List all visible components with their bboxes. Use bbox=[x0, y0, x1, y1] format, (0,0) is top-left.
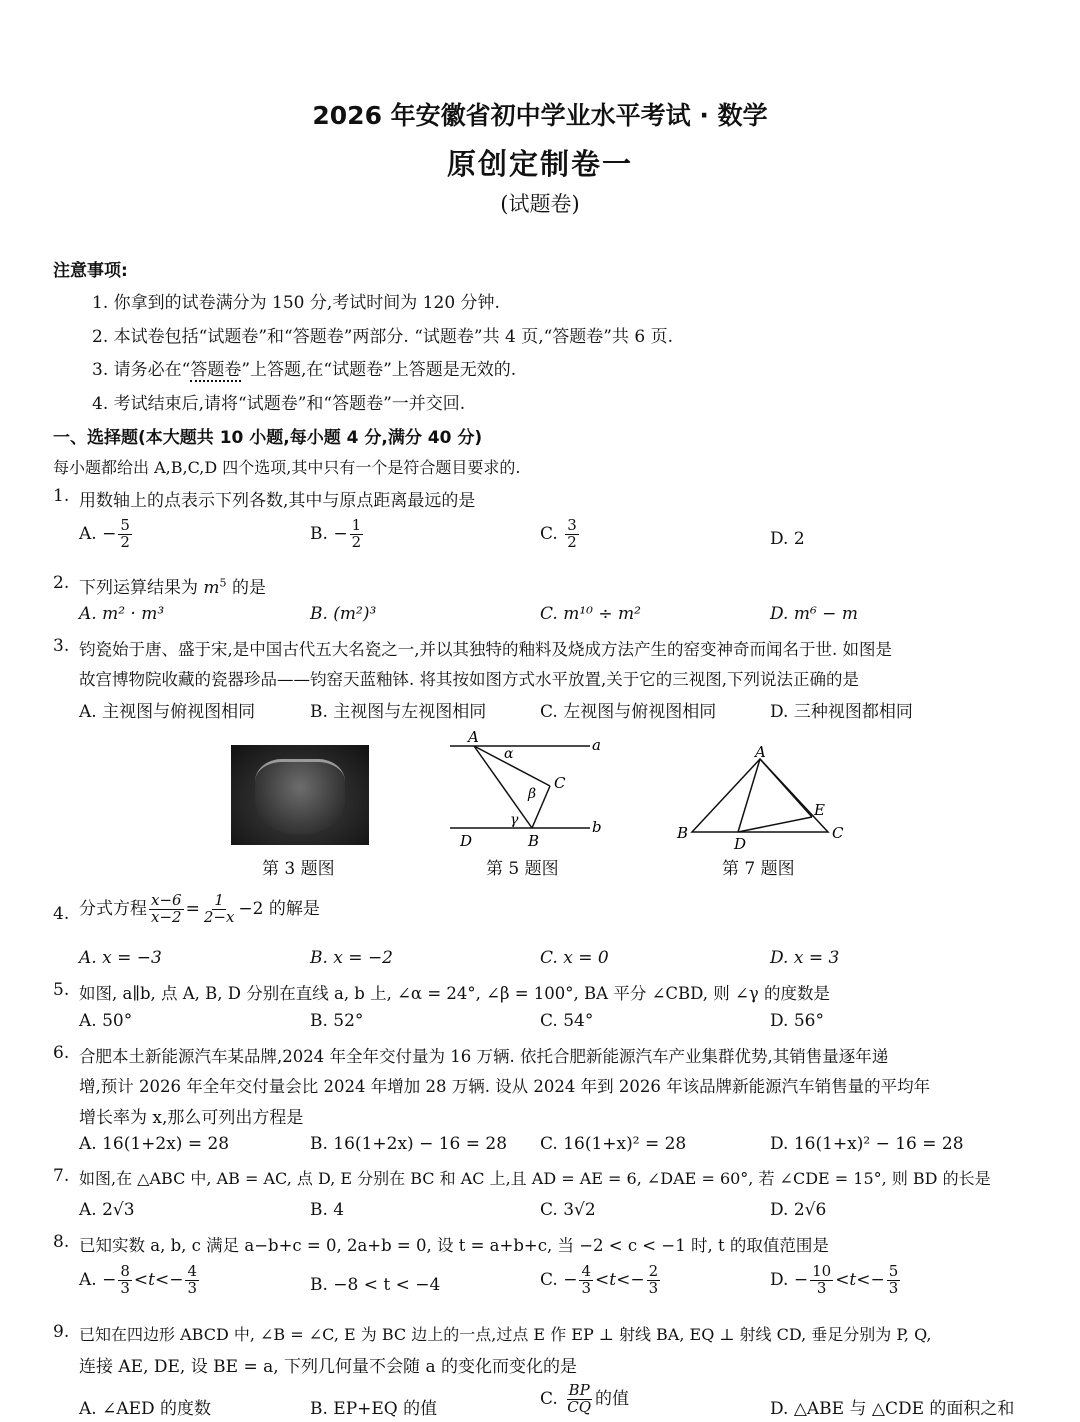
note-item bbox=[92, 355, 516, 380]
question-text: 增,预计 2026 年全年交付量会比 2024 年增加 28 万辆. 设从 2024 年到 2026 年该品牌新能源汽车销售量的平均年 bbox=[79, 1077, 931, 1096]
option-c: C. − $\frac{4}{3}$ <t<− $\frac{2}{3}$ bbox=[540, 1262, 659, 1297]
question-text: 下列运算结果为 $m^5$ 的是 bbox=[79, 576, 266, 598]
emphasized-text: 答题卷 bbox=[190, 360, 242, 380]
figure-caption: 第 7 题图 bbox=[722, 859, 795, 879]
note-item: 2. 本试卷包括“试题卷”和“答题卷”两部分. “试题卷”共 4 页,“答题卷”共 6 页. bbox=[92, 327, 674, 347]
question-number: 4. bbox=[53, 904, 70, 924]
option-c: C. 54° bbox=[540, 1011, 594, 1031]
point-label-a: A bbox=[468, 728, 479, 746]
note-item: 1. 你拿到的试卷满分为 150 分,考试时间为 120 分钟. bbox=[92, 293, 500, 313]
option-a: A. 2√3 bbox=[79, 1200, 135, 1220]
question-text: 钧瓷始于唐、盛于宋,是中国古代五大名瓷之一,并以其独特的釉料及烧成方法产生的窑变神奇而闻名于世. 如图是 bbox=[79, 640, 892, 659]
option-d: D. 2 bbox=[770, 529, 805, 549]
option-c: C. $\frac{BP}{CQ}$ 的值 bbox=[540, 1381, 629, 1416]
option-a: A. 50° bbox=[79, 1011, 133, 1031]
figure-caption: 第 5 题图 bbox=[486, 859, 559, 879]
point-label-a: A bbox=[755, 745, 766, 761]
segment-ab bbox=[474, 746, 532, 828]
question-text: 用数轴上的点表示下列各数,其中与原点距离最远的是 bbox=[79, 491, 476, 511]
question-text: 已知在四边形 ABCD 中, ∠B = ∠C, E 为 BC 边上的一点,过点 E 作 EP ⊥ 射线 BA, EQ ⊥ 射线 CD, 垂足分别为 P, Q, bbox=[79, 1325, 932, 1344]
line-label-b: b bbox=[592, 818, 602, 836]
option-a: A. m² · m³ bbox=[79, 604, 165, 624]
option-a: A. 主视图与俯视图相同 bbox=[79, 702, 256, 722]
option-d: D. 三种视图都相同 bbox=[770, 702, 913, 722]
point-label-c: C bbox=[554, 774, 566, 792]
note-text: ”上答题,在“试题卷”上答题是无效的. bbox=[241, 360, 517, 380]
option-c: C. 16(1+x)² = 28 bbox=[540, 1134, 687, 1154]
question-number: 6. bbox=[53, 1043, 70, 1063]
figure-5-diagram bbox=[440, 728, 620, 853]
question-text: 增长率为 x,那么可列出方程是 bbox=[79, 1108, 304, 1128]
angle-label-alpha: α bbox=[504, 746, 514, 762]
question-text: 合肥本土新能源汽车某品牌,2024 年全年交付量为 16 万辆. 依托合肥新能源汽车产业集群优势,其销售量逐年递 bbox=[79, 1047, 889, 1066]
option-d: D. 2√6 bbox=[770, 1200, 827, 1220]
question-text: 如图, a∥b, 点 A, B, D 分别在直线 a, b 上, ∠α = 24°, ∠β = 100°, BA 平分 ∠CBD, 则 ∠γ 的度数是 bbox=[79, 984, 830, 1003]
question-text: 如图,在 △ABC 中, AB = AC, 点 D, E 分别在 BC 和 AC 上,且 AD = AE = 6, ∠DAE = 60°, 若 ∠CDE = 15°, 则 BD 的长是 bbox=[79, 1169, 991, 1188]
paper-type: (试题卷) bbox=[500, 192, 580, 216]
bowl-photo bbox=[231, 745, 369, 845]
notes-heading: 注意事项: bbox=[53, 261, 128, 281]
option-a: A. 16(1+2x) = 28 bbox=[79, 1134, 230, 1154]
option-a: A. ∠AED 的度数 bbox=[79, 1399, 212, 1419]
point-label-e: E bbox=[814, 801, 825, 819]
question-number: 1. bbox=[53, 486, 70, 506]
option-d: D. x = 3 bbox=[770, 948, 840, 968]
segment-ae bbox=[760, 759, 812, 817]
option-b: B. EP+EQ 的值 bbox=[310, 1399, 438, 1419]
option-d: D. △ABE 与 △CDE 的面积之和 bbox=[770, 1399, 1015, 1419]
question-number: 2. bbox=[53, 573, 70, 593]
option-a: A. − $\frac{8}{3}$ <t<− $\frac{4}{3}$ bbox=[79, 1262, 198, 1297]
paper-subtitle: 原创定制卷一 bbox=[446, 147, 633, 181]
option-c: C. $\frac{3}{2}$ bbox=[540, 516, 577, 551]
option-b: B. 52° bbox=[310, 1011, 364, 1031]
option-c: C. x = 0 bbox=[540, 948, 609, 968]
point-label-b: B bbox=[677, 824, 689, 842]
question-number: 8. bbox=[53, 1232, 70, 1252]
option-d: D. 56° bbox=[770, 1011, 824, 1031]
option-b: B. 4 bbox=[310, 1200, 345, 1220]
option-b: B. 16(1+2x) − 16 = 28 bbox=[310, 1134, 508, 1154]
option-b: B. − $\frac{1}{2}$ bbox=[310, 516, 362, 551]
note-item: 4. 考试结束后,请将“试题卷”和“答题卷”一并交回. bbox=[92, 394, 466, 414]
question-text: 已知实数 a, b, c 满足 a−b+c = 0, 2a+b = 0, 设 t = a+b+c, 当 −2 < c < −1 时, t 的取值范围是 bbox=[79, 1236, 829, 1255]
option-b: B. −8 < t < −4 bbox=[310, 1275, 441, 1295]
question-number: 5. bbox=[53, 980, 70, 1000]
option-b: B. x = −2 bbox=[310, 948, 393, 968]
option-a: A. x = −3 bbox=[79, 948, 162, 968]
option-c: C. 3√2 bbox=[540, 1200, 596, 1220]
option-d: D. m⁶ − m bbox=[770, 604, 858, 624]
option-a: A. − $\frac{5}{2}$ bbox=[79, 516, 130, 551]
option-c: C. m¹⁰ ÷ m² bbox=[540, 604, 641, 624]
section-instruction: 每小题都给出 A,B,C,D 四个选项,其中只有一个是符合题目要求的. bbox=[53, 458, 521, 477]
question-number: 3. bbox=[53, 636, 70, 656]
point-label-d: D bbox=[460, 832, 473, 850]
segment-de bbox=[738, 817, 812, 832]
point-label-c: C bbox=[832, 824, 844, 842]
question-text: 分式方程 $\frac{x-6}{x-2}$ = $\frac{1}{2-x}$ −2 的解是 bbox=[79, 891, 320, 926]
question-number: 9. bbox=[53, 1322, 70, 1342]
triangle-abc bbox=[692, 759, 828, 832]
question-text: 故宫博物院收藏的瓷器珍品——钧窑天蓝釉钵. 将其按如图方式水平放置,关于它的三视图,下列说法正确的是 bbox=[79, 670, 859, 689]
point-label-b: B bbox=[528, 832, 540, 850]
figure-7-diagram bbox=[672, 745, 852, 855]
option-d: D. 16(1+x)² − 16 = 28 bbox=[770, 1134, 964, 1154]
exam-title: 2026 年安徽省初中学业水平考试 · 数学 bbox=[312, 101, 768, 130]
section-heading: 一、选择题(本大题共 10 小题,每小题 4 分,满分 40 分) bbox=[53, 428, 483, 448]
question-text: 连接 AE, DE, 设 BE = a, 下列几何量不会随 a 的变化而变化的是 bbox=[79, 1357, 577, 1377]
question-number: 7. bbox=[53, 1166, 70, 1186]
angle-label-gamma: γ bbox=[510, 812, 519, 828]
bowl-image bbox=[255, 759, 345, 834]
option-b: B. (m²)³ bbox=[310, 604, 377, 624]
option-b: B. 主视图与左视图相同 bbox=[310, 702, 487, 722]
angle-label-beta: β bbox=[528, 786, 537, 802]
option-d: D. − $\frac{10}{3}$ <t<− $\frac{5}{3}$ bbox=[770, 1262, 899, 1297]
point-label-d: D bbox=[734, 835, 747, 853]
line-label-a: a bbox=[592, 736, 601, 754]
option-c: C. 左视图与俯视图相同 bbox=[540, 702, 717, 722]
note-text: 3. 请务必在“ bbox=[92, 360, 191, 380]
figure-caption: 第 3 题图 bbox=[262, 859, 335, 879]
